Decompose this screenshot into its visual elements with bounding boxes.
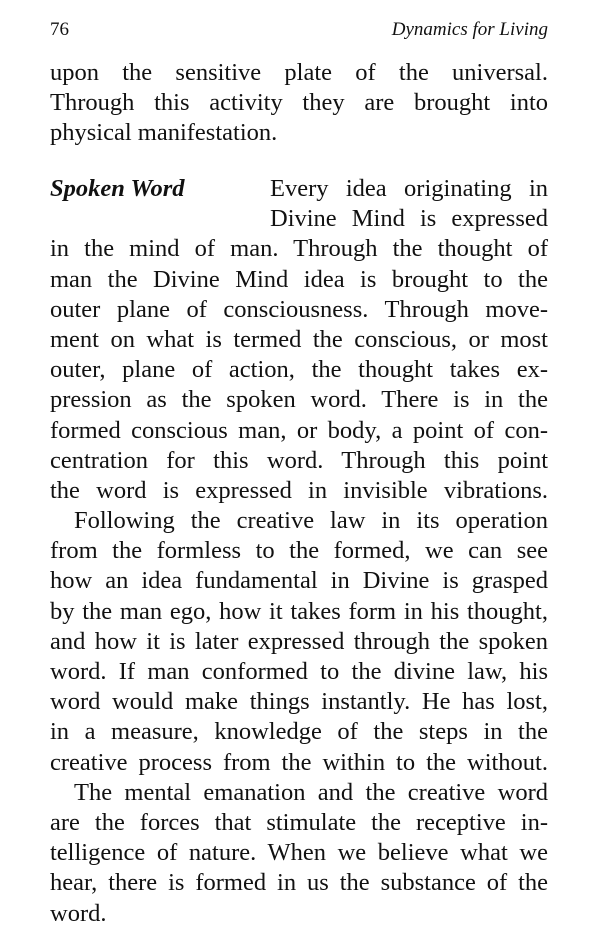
text-line: Divine Mind is expressed [270,205,548,233]
text-line: formed conscious man, or body, a point of con- [50,416,548,444]
text-line: from the formless to the formed, we can see [50,537,548,565]
continuation-paragraph [50,58,548,149]
spoken-word-section [50,174,548,929]
text-line: ment on what is termed the conscious, or most [50,325,548,353]
text-line: in a measure, knowledge of the steps in the [50,718,548,746]
text-line: are the forces that stimulate the receptive in- [50,808,548,836]
text-line: word. If man conformed to the divine law, his [50,658,548,685]
text-line: word. [50,899,107,927]
text-line: man the Divine Mind idea is brought to the [50,265,548,293]
text-line: centration for this word. Through this point [50,446,548,474]
text-line: upon the sensitive plate of the universal. [50,59,548,86]
text-line: word would make things instantly. He has lost, [50,688,548,716]
text-line: The mental emanation and the creative word [74,778,548,806]
text-line: pression as the spoken word. There is in the [50,386,548,414]
text-line: creative process from the within to the without. [50,748,548,776]
text-line: Following the creative law in its operation [74,507,548,535]
text-line: Through this activity they are brought into [50,89,548,117]
text-line: the word is expressed in invisible vibrations. [50,476,548,504]
page-number: 76 [50,19,69,40]
section-sidehead: Spoken Word [50,175,185,202]
text-line: hear, there is formed in us the substance of the [50,869,548,897]
text-line: how an idea fundamental in Divine is grasped [50,567,548,595]
text-line: outer plane of consciousness. Through move- [50,295,548,323]
text-line: telligence of nature. When we believe what we [50,839,548,867]
sidehead-row [50,174,548,204]
text-line: by the man ego, how it takes form in his thought, [50,597,548,625]
text-line: and how it is later expressed through the spoken [50,627,548,655]
text-line: physical manifestation. [50,119,278,147]
page-header [50,18,548,42]
text-line: in the mind of man. Through the thought of [50,235,548,263]
text-line: Every idea originating in [270,175,548,202]
running-title: Dynamics for Living [391,19,548,40]
text-line: outer, plane of action, the thought takes ex- [50,356,548,384]
